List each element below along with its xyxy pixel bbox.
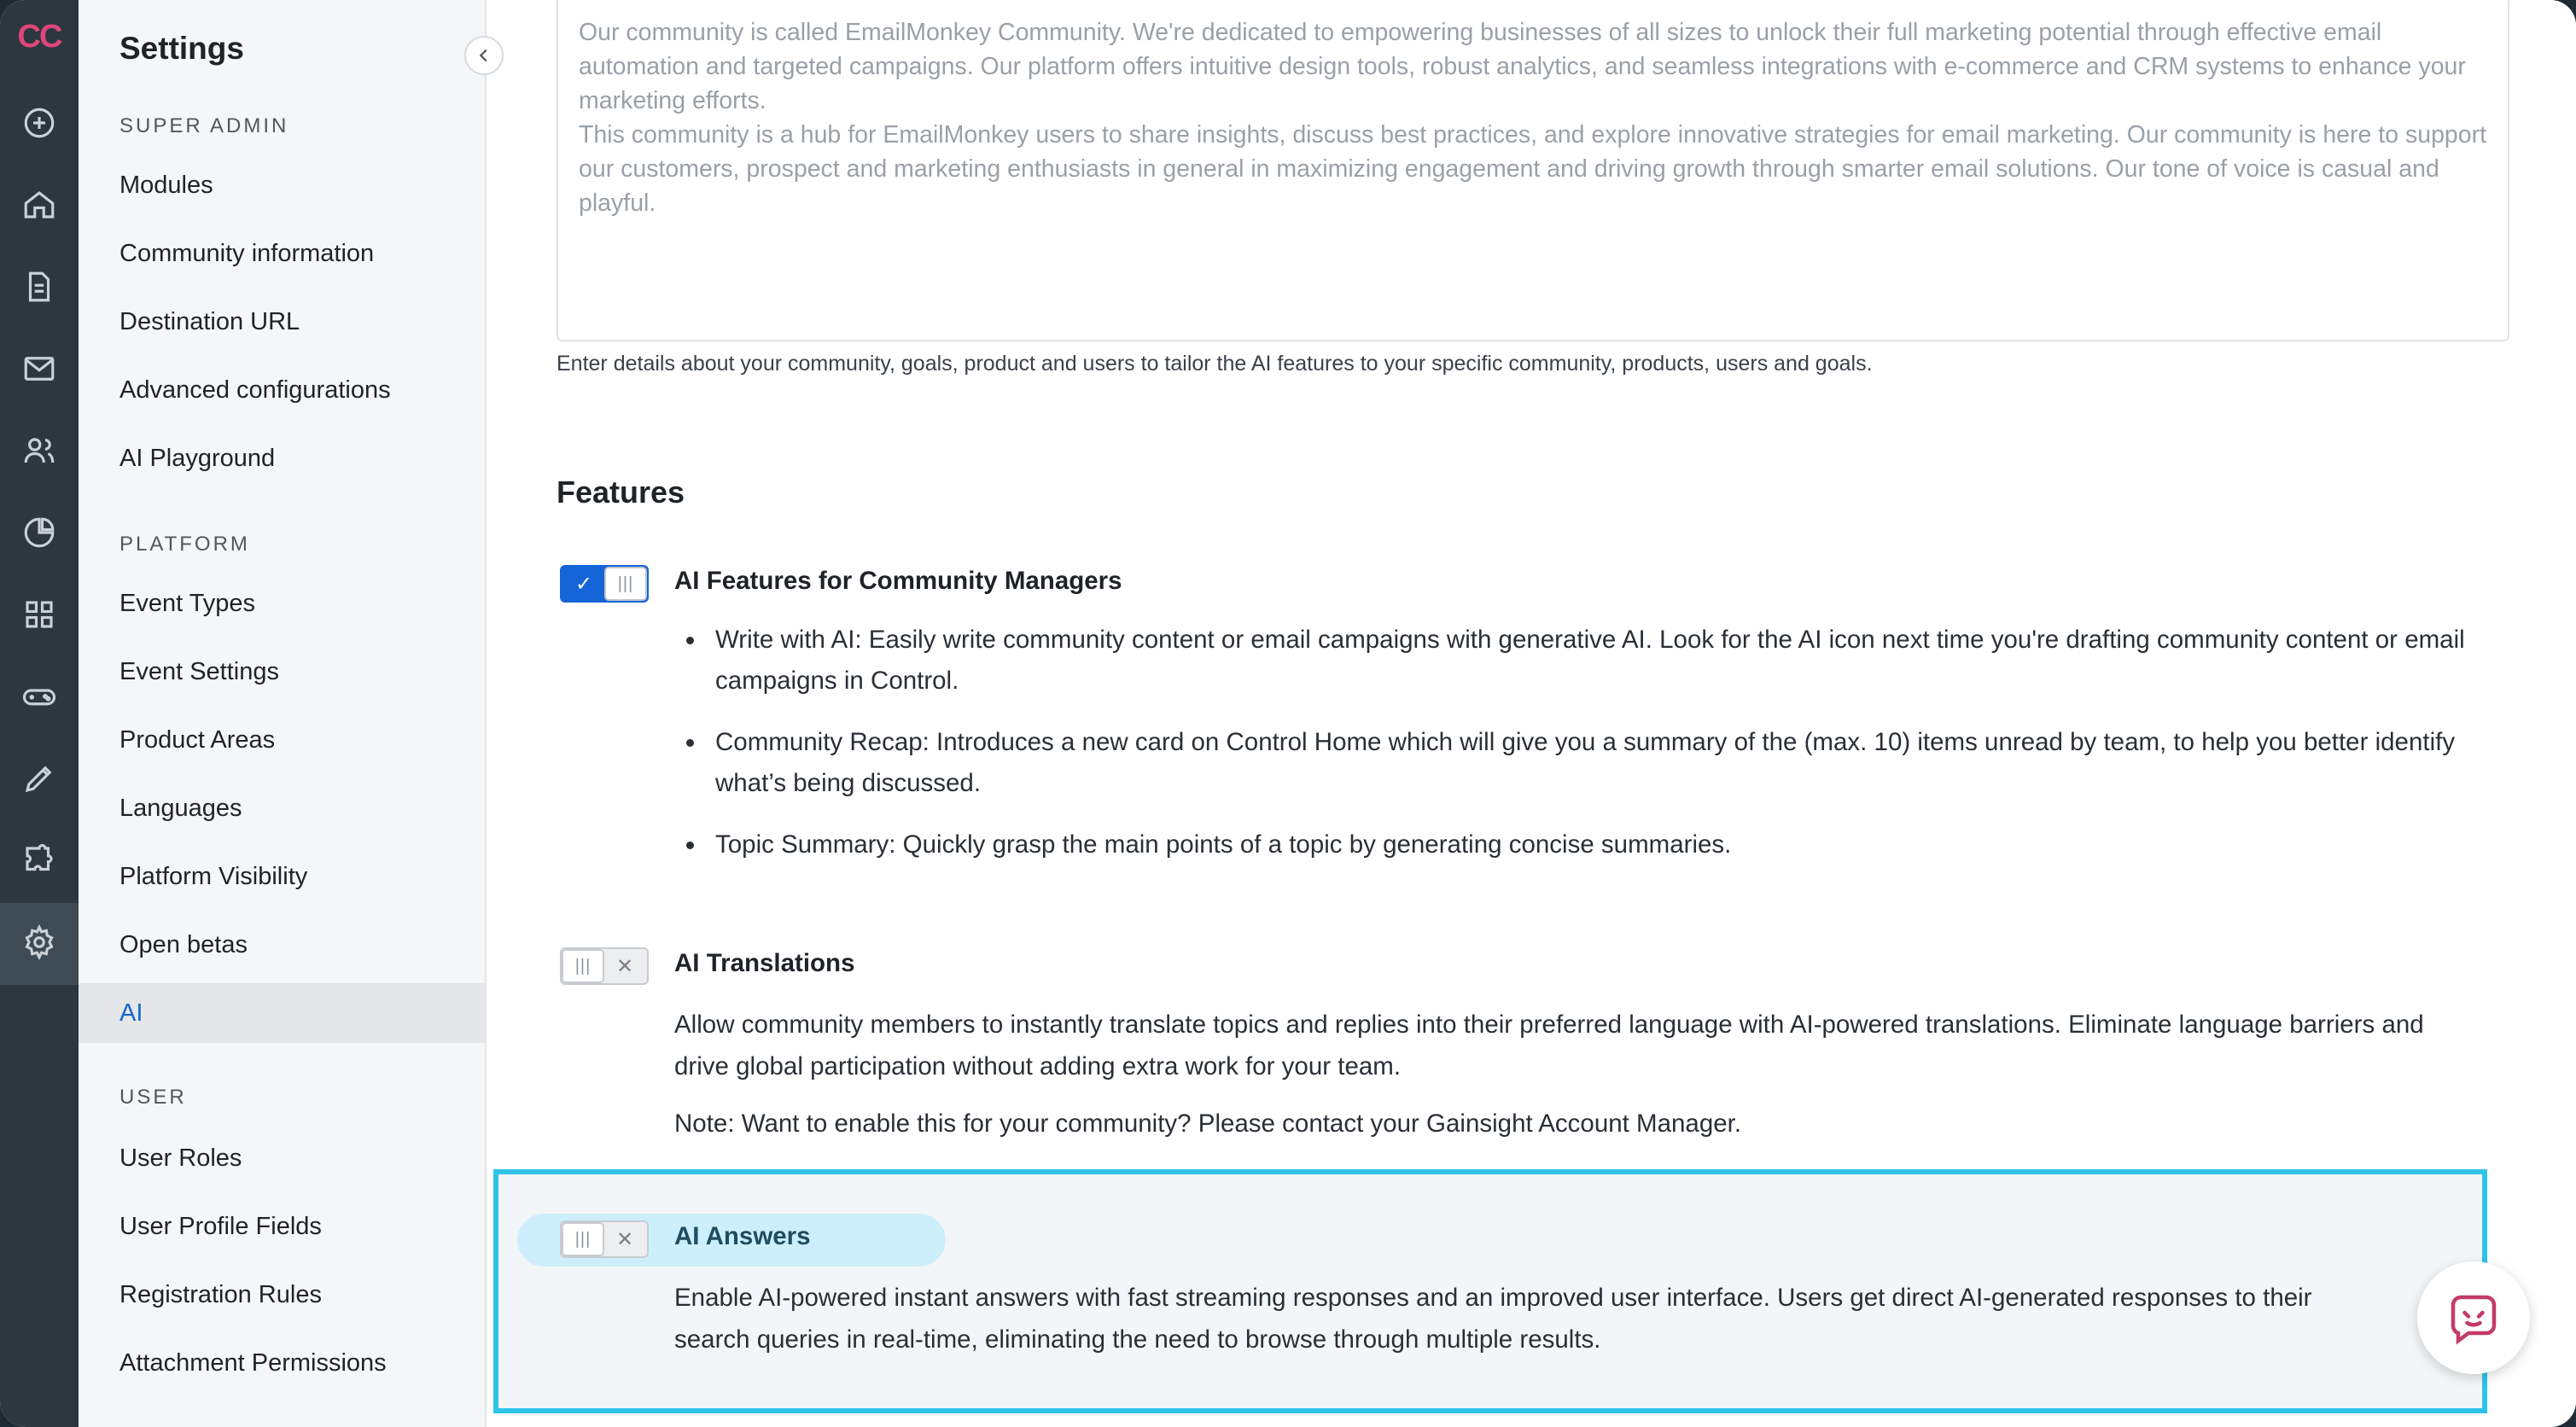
section-label-platform: PLATFORM xyxy=(119,533,250,556)
pen-icon[interactable] xyxy=(19,758,60,799)
toggle-ai-translations[interactable] xyxy=(560,947,649,985)
sidebar-item-platform-visibility[interactable]: Platform Visibility xyxy=(119,862,308,890)
gamepad-icon[interactable] xyxy=(19,676,60,717)
app-logo[interactable]: CC xyxy=(17,19,61,55)
feature-title-ai-features: AI Features for Community Managers xyxy=(674,567,1122,595)
chat-assistant-button[interactable] xyxy=(2417,1261,2530,1374)
sidebar-item-ai[interactable]: AI xyxy=(79,983,485,1043)
toggle-knob: ||| xyxy=(604,567,647,601)
feature-description-ai-answers: Enable AI-powered instant answers with fast streaming responses and an improved user interface. Users get direct AI-generated responses to their search queries in real-time, eliminating the need to browse through multiple results. xyxy=(674,1284,2312,1354)
features-heading: Features xyxy=(557,475,685,510)
sidebar-item-community-information[interactable]: Community information xyxy=(119,239,375,267)
sidebar-item-user-profile-fields[interactable]: User Profile Fields xyxy=(119,1212,322,1240)
sidebar-item-languages[interactable]: Languages xyxy=(119,794,242,822)
toggle-ai-features-community-managers[interactable] xyxy=(560,565,649,603)
home-icon[interactable] xyxy=(19,184,60,225)
sidebar-item-open-betas[interactable]: Open betas xyxy=(119,930,248,958)
section-label-super-admin: SUPER ADMIN xyxy=(119,114,289,137)
sidebar-item-modules[interactable]: Modules xyxy=(119,171,213,199)
check-icon: ✓ xyxy=(574,572,593,596)
sidebar-item-ai-playground[interactable]: AI Playground xyxy=(119,444,276,472)
collapse-sidebar-button[interactable] xyxy=(464,36,504,75)
mail-icon[interactable] xyxy=(19,348,60,389)
feature-bullet-list xyxy=(674,620,2484,886)
sidebar-item-event-settings[interactable]: Event Settings xyxy=(119,657,279,685)
community-description-textarea[interactable]: Our community is called EmailMonkey Community. We're dedicated to empowering businesses of all sizes to unlock their full marketing potential through effective email automation and targeted campaigns. Our platform offers intuitive design tools, robust analytics, and seamless integrations with e-commerce and CRM systems to enhance your marketing efforts. This community is a hub for EmailMonkey users to share insights, discuss best practices, and explore innovative strategies for email marketing. Our community is here to support our customers, prospect and marketing enthusiasts in general in maximizing engagement and driving growth through smarter email solutions. Our tone of voice is casual and playful. xyxy=(557,0,2509,341)
sidebar-item-user-roles[interactable]: User Roles xyxy=(119,1144,242,1172)
gear-icon[interactable] xyxy=(19,922,60,963)
feature-title-ai-answers: AI Answers xyxy=(674,1222,811,1250)
toggle-ai-answers[interactable] xyxy=(560,1220,649,1258)
list-item: Topic Summary: Quickly grasp the main points of a topic by generating concise summaries. xyxy=(674,824,2484,865)
sidebar-item-event-types[interactable]: Event Types xyxy=(119,589,256,617)
sidebar-title: Settings xyxy=(119,31,244,66)
sidebar-item-registration-rules[interactable]: Registration Rules xyxy=(119,1280,322,1308)
chatbot-icon xyxy=(2443,1287,2504,1348)
document-icon[interactable] xyxy=(19,266,60,307)
puzzle-icon[interactable] xyxy=(19,840,60,881)
settings-sidebar xyxy=(79,0,487,1427)
toggle-knob: ||| xyxy=(562,1222,604,1256)
sidebar-item-attachment-permissions[interactable]: Attachment Permissions xyxy=(119,1348,387,1377)
feature-description-ai-translations: Allow community members to instantly translate topics and replies into their preferred language with AI-powered translations. Eliminate language barriers and drive global participation without adding extra work for your team. xyxy=(674,1011,2424,1080)
close-icon: ✕ xyxy=(615,1227,634,1251)
sidebar-item-destination-url[interactable]: Destination URL xyxy=(119,307,300,335)
grid-icon[interactable] xyxy=(19,594,60,635)
chart-icon[interactable] xyxy=(19,512,60,553)
description-helper-text: Enter details about your community, goals, product and users to tailor the AI features to your specific community, products, users and goals. xyxy=(557,352,1873,376)
list-item: Community Recap: Introduces a new card on Control Home which will give you a summary of the (max. 10) items unread by team, to help you better identify what’s being discussed. xyxy=(674,722,2484,804)
plus-circle-icon[interactable] xyxy=(19,102,60,143)
list-item: Write with AI: Easily write community content or email campaigns with generative AI. Look for the AI icon next time you're drafting community content or email campaigns in Control. xyxy=(674,620,2484,702)
main-content xyxy=(488,0,2576,1427)
users-icon[interactable] xyxy=(19,430,60,471)
sidebar-item-product-areas[interactable]: Product Areas xyxy=(119,725,276,754)
section-label-user: USER xyxy=(119,1086,187,1109)
feature-title-ai-translations: AI Translations xyxy=(674,949,855,977)
sidebar-item-advanced-configurations[interactable]: Advanced configurations xyxy=(119,376,391,404)
toggle-knob: ||| xyxy=(562,949,604,983)
icon-rail xyxy=(0,0,79,1427)
chevron-left-icon xyxy=(475,46,493,65)
feature-note-ai-translations: Note: Want to enable this for your community? Please contact your Gainsight Account Manager. xyxy=(674,1110,1742,1138)
close-icon: ✕ xyxy=(615,954,634,978)
